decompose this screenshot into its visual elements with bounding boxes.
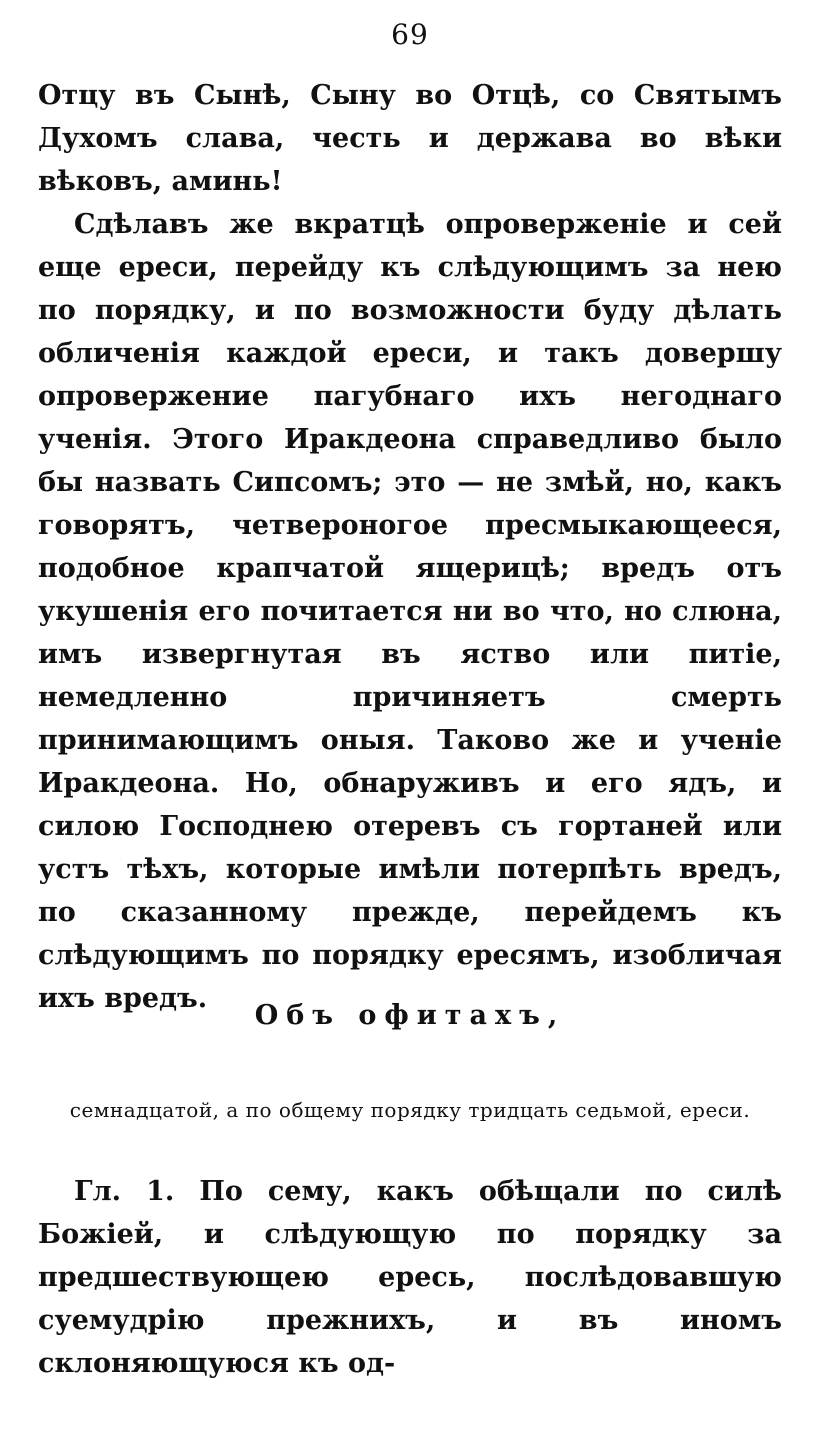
main-text-top xyxy=(38,74,782,1020)
section-title: Объ офитахъ, xyxy=(254,1000,566,1031)
paragraph: Отцу въ Сынѣ, Сыну во Отцѣ, со Святымъ Духомъ слава, честь и держава во вѣки вѣковъ, аминь! xyxy=(38,80,782,197)
section-subtitle: семнадцатой, а по общему порядку тридцать седьмой, ереси. xyxy=(69,1098,751,1122)
paragraph: Гл. 1. По сему, какъ обѣщали по силѣ Божіей, и слѣдующую по порядку за предшествующею ересь, послѣдовавшую суемудрію прежнихъ, и въ иномъ склоняющуюся къ од- xyxy=(38,1176,782,1379)
paragraph: Сдѣлавъ же вкратцѣ опроверженіе и сей еще ереси, перейду къ слѣдующимъ за нею по порядку, и по возможности буду дѣлать обличенія каждой ереси, и такъ довершу опровержение пагубнаго ихъ негоднаго ученія. Этого Иракдеона справедливо было бы назвать Сипсомъ; это — не змѣй, но, какъ говорятъ, четвероногое пресмыкающееся, подобное крапчатой ящерицѣ; вредъ отъ укушенія его почитается ни во что, но слюна, имъ извергнутая въ яство или питіе, немедленно причиняетъ смерть принимающимъ оныя. Таково же и ученіе Иракдеона. Но, обнаруживъ и его ядъ, и силою Господнею отеревъ съ гортаней или устъ тѣхъ, которые имѣли потерпѣть вредъ, по сказанному прежде, перейдемъ къ слѣдующимъ по порядку ересямъ, изобличая ихъ вредъ. xyxy=(38,209,782,1014)
main-text-bottom xyxy=(38,1170,782,1385)
page-number: 69 xyxy=(391,18,429,51)
